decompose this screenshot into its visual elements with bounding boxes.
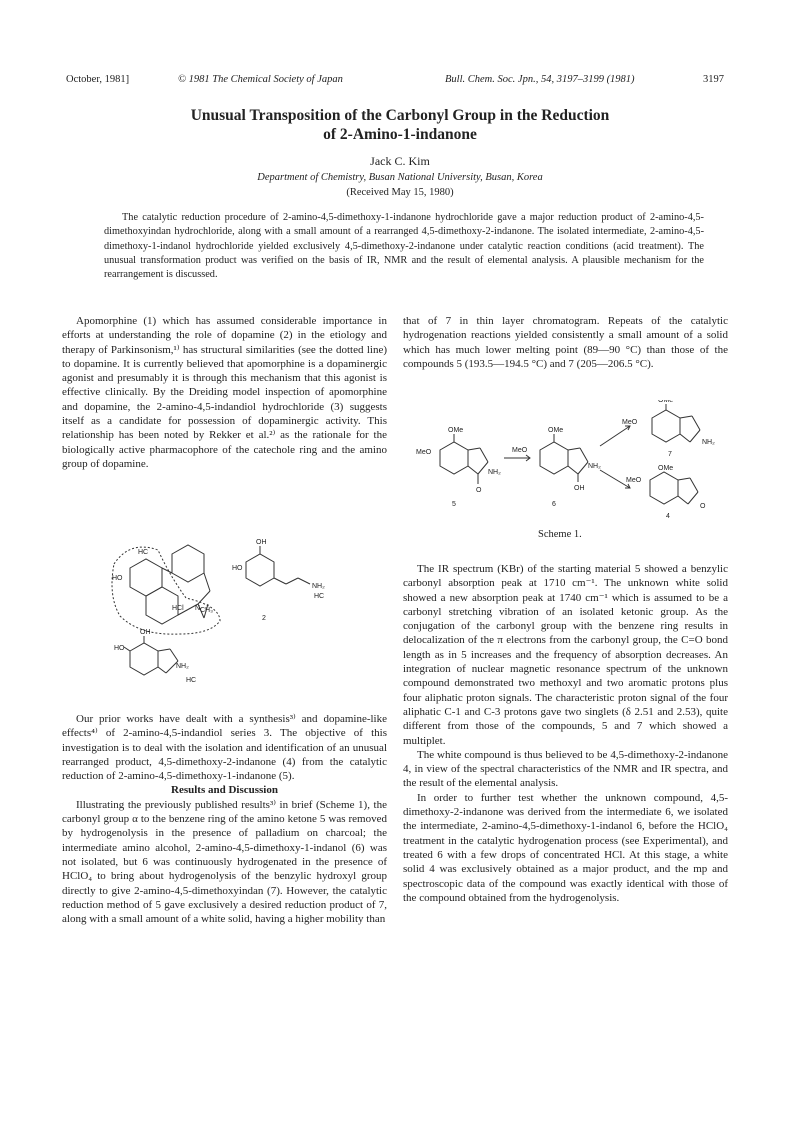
compound-number-4: 4 (666, 513, 670, 520)
label-oh: OH (140, 629, 151, 636)
label-nh2: NH₂ (312, 583, 325, 590)
header-date: October, 1981] (66, 74, 130, 85)
right-column-bottom (403, 562, 728, 905)
ring-2 (246, 554, 274, 586)
structures-svg (100, 536, 360, 696)
compound-number-7: 7 (668, 451, 672, 458)
label-o: O (700, 503, 706, 510)
label-nh2: NH₂ (588, 463, 601, 470)
header-citation: Bull. Chem. Soc. Jpn., 54, 3197–3199 (1981) (445, 74, 635, 85)
label-ome: OMe (658, 400, 674, 404)
abstract: The catalytic reduction procedure of 2-amino-4,5-dimethoxy-1-indanone hydrochloride gave a major reduction product of 2-amino-4,5-dimethoxyindan hydrochloride, along with a small amount of a rearranged 4,5-dimethoxy-2-indanone. The isolated intermediate, 2-amino-4,5-dimethoxy-1-indanol hydrochloride yielded exclusively 4,5-dimethoxy-2-indanone under catalytic reaction conditions (acid treatment). The unusual transformation product was verified on the basis of IR, NMR and the result of elemental analysis. A plausible mechanism for the rearrangement is discussed. (104, 212, 704, 281)
structures-1-2-3-figure (100, 536, 360, 696)
label-ome: OMe (548, 427, 564, 434)
paragraph: The white compound is thus believed to be 4,5-dimethoxy-2-indanone 4, in view of the spectral characteristics of the NMR and IR spectra, and the result of the elemental analysis. (403, 748, 728, 790)
label-hcl: HCl (172, 605, 184, 612)
left-column-top (62, 314, 387, 471)
affiliation: Department of Chemistry, Busan National University, Busan, Korea (257, 172, 543, 183)
paragraph: Our prior works have dealt with a synthesis³⁾ and dopamine-like effects⁴⁾ of 2-amino-4,5-indandiol series 3. The objective of this investigation is to deal with the isolation and identification of an unusual rearranged product, 4,5-dimethoxy-2-indanone (4) from the catalytic reduction of 2-amino-4,5-dimethoxy-1-indanone (5). (62, 713, 387, 783)
compound-number-5: 5 (452, 501, 456, 508)
paragraph: that of 7 in thin layer chromatogram. Repeats of the catalytic hydrogenation reactions yielded consistently a small amount of a solid which has much lower melting point (89—90 °C) than those of the compounds 5 (193.5—194.5 °C) and 7 (205—206.5 °C). (403, 315, 728, 370)
ring-3 (130, 643, 158, 675)
label-hc: HC (138, 549, 149, 556)
label-hc: HC (314, 593, 325, 600)
ring-1a (130, 559, 162, 596)
label-ho: HO (232, 565, 243, 572)
article-title (80, 106, 720, 144)
section-heading: Results and Discussion (171, 784, 278, 797)
left-column-bottom (62, 712, 387, 926)
paragraph: Illustrating the previously published results³⁾ in brief (Scheme 1), the carbonyl group α to the benzene ring of the amino ketone 5 was removed by hydrogenolysis in the presence of palladium on charcoal; the intermediate amino alcohol, 2-amino-4,5-dimethoxy-1-indanol (6) was not isolated, but 6 was continuously hydrogenated in the presence of HClO₄ to bring about hydrogenolysis of the benzylic hydroxyl group directly to give 2-amino-4,5-dimethoxyindan (7). However, the catalytic reduction method of 5 gave exclusively a desired reduction product of 7, along with a small amount of a white solid, having a higher mobility than (62, 798, 387, 926)
label-ome: OMe (658, 465, 674, 472)
label-ho: HO (114, 645, 125, 652)
label-oh: OH (256, 539, 267, 546)
label-nh2: NH₂ (176, 663, 189, 670)
title-line-2: of 2-Amino-1-indanone (323, 126, 477, 143)
label-ho: HO (112, 575, 123, 582)
label-nh2: NH₂ (488, 469, 501, 476)
scheme-caption: Scheme 1. (538, 529, 582, 540)
paragraph: The IR spectrum (KBr) of the starting material 5 showed a benzylic carbonyl absorption peak at 1710 cm⁻¹. The unknown white solid showed a new absorption peak at 1740 cm⁻¹ which is assumed to be a carbonyl stretching vibration of an isolated ketonic group. As the conjugation of the carbonyl group with the benzene ring results in delocalization of the π electrons from the carbonyl group, the C=O bond length as in 5 increases and the frequency of absorption decreases. An integration of nuclear magnetic resonance spectrum of the unknown compound demonstrated two methoxyl and two aromatic protons plus four aliphatic proton signals. The characteristic proton signal of the four aliphatic C-1 and C-3 protons gave two singlets (δ 2.51 and 2.53), quite different from those of the compounds, 5 and 7 which showed a multiplet. (403, 563, 728, 747)
label-nh2: NH₂ (702, 439, 715, 446)
paragraph: In order to further test whether the unknown compound, 4,5-dimethoxy-2-indanone was derived from the intermediate 6, we isolated the intermediate, 2-amino-4,5-dimethoxy-1-indanol 6, before the HClO₄ treatment in the catalytic hydrogenation process (see Experimental), and treated 6 with a few drops of concentrated HCl. At this stage, a white solid 4 was exclusively obtained as a major product, and the mp and spectroscopic data of the compound was exactly identical with those of the compound obtained from the hydrogenolysis. (403, 791, 728, 904)
compound-number-2: 2 (262, 615, 266, 622)
label-meo: MeO (416, 449, 432, 456)
header-copyright: © 1981 The Chemical Society of Japan (178, 74, 343, 85)
scheme-svg (412, 400, 732, 520)
paragraph: Apomorphine (1) which has assumed considerable importance in efforts at understanding the role of dopamine (2) in the etiology and therapy of Parkinsonism,¹⁾ has structural similarities (see the dotted line) to dopamine. It is currently believed that apomorphine is a dopaminergic agonist and presumably it is through this mechanism that this agonist is effective clinically. By the Dreiding model inspection of apomorphine and dopamine, the 2-amino-4,5-indandiol hydrochloride (3) suggests itself as a candidate for possession of dopaminergic activity. This relationship has been noted by Rekker et al.²⁾ as the rationale for the biologically active pharmacophore of the catechole ring and the amino group of dopamine. (62, 315, 387, 470)
label-oh: OH (574, 485, 585, 492)
right-column-top (403, 314, 728, 371)
title-line-1: Unusual Transposition of the Carbonyl Group in the Reduction (190, 107, 610, 124)
label-ch3: CH₃ (200, 607, 213, 614)
label-hc: HC (186, 677, 197, 684)
received-date: (Received May 15, 1980) (346, 187, 454, 198)
header-page-number: 3197 (703, 74, 724, 85)
label-ome: OMe (448, 427, 464, 434)
label-o: O (476, 487, 482, 494)
label-meo: MeO (622, 419, 638, 426)
compound-number-6: 6 (552, 501, 556, 508)
label-meo: MeO (512, 447, 528, 454)
label-meo: MeO (626, 477, 642, 484)
ring-1b (172, 545, 204, 582)
author: Jack C. Kim (370, 154, 430, 168)
label-n: N (195, 605, 201, 612)
scheme-1-figure (412, 400, 732, 520)
